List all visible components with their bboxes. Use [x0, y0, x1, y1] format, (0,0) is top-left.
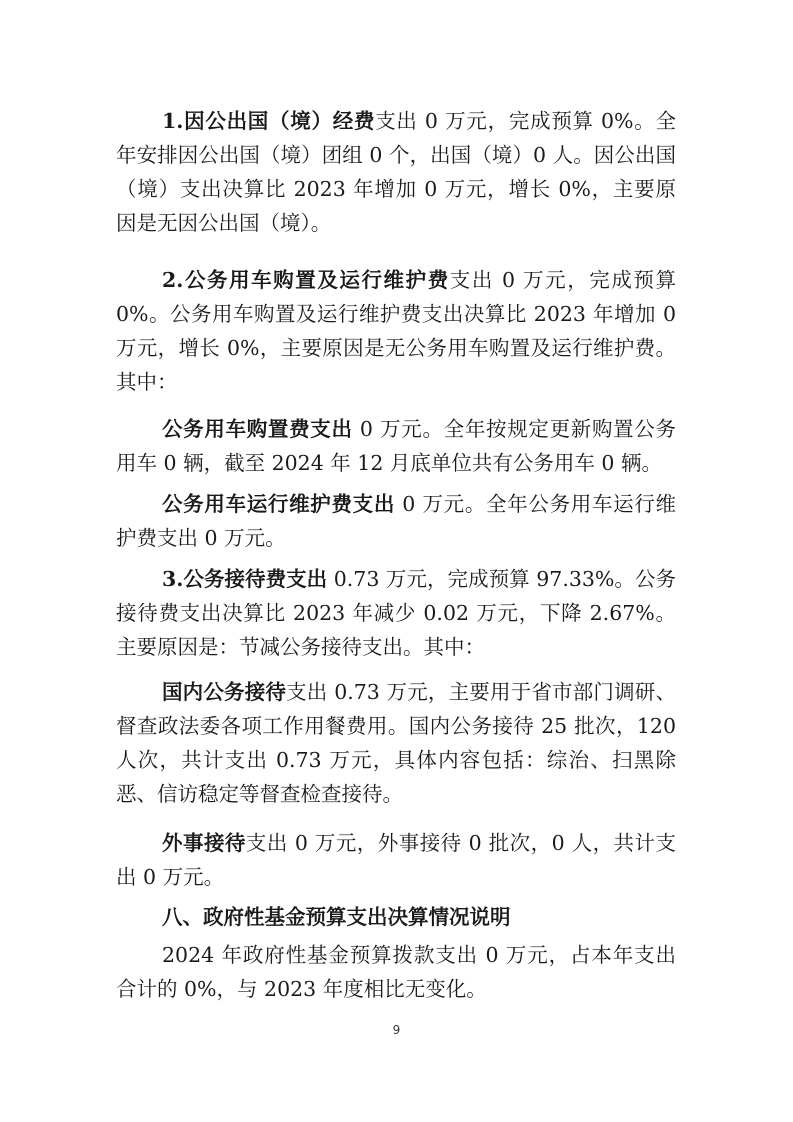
heading-vehicle-maintenance: 公务用车运行维护费支出 [162, 492, 396, 516]
heading-fund-budget: 八、政府性基金预算支出决算情况说明 [162, 905, 511, 929]
paragraph-vehicle-maintenance [116, 487, 676, 555]
body-domestic-reception: 支出 0.73 万元，主要用于省市部门调研、督查政法委各项工作用餐费用。国内公务接待 25 批次，120 人次，共计支出 0.73 万元，具体内容包括：综治、扫黑除恶、信访稳定等督查检查接待。 [116, 680, 676, 806]
body-overseas-expense: 支出 0 万元，完成预算 0%。全年安排因公出国（境）团组 0 个，出国（境）0 人。因公出国（境）支出决算比 2023 年增加 0 万元，增长 0%，主要原因是无因公出国（境）。 [116, 109, 676, 235]
paragraph-foreign-reception [116, 826, 676, 894]
body-vehicle-maintenance: 0 万元。全年公务用车运行维护费支出 0 万元。 [116, 492, 677, 550]
paragraph-vehicle-purchase [116, 412, 676, 480]
section-heading-fund-budget [116, 900, 676, 934]
heading-overseas-expense: 1.因公出国（境）经费 [162, 109, 376, 133]
body-vehicle-expense: 支出 0 万元，完成预算 0%。公务用车购置及运行维护费支出决算比 2023 年增加 0 万元，增长 0%，主要原因是无公务用车购置及运行维护费。其中： [116, 268, 676, 394]
paragraph-vehicle-expense [116, 263, 676, 399]
heading-foreign-reception: 外事接待 [162, 831, 246, 855]
heading-vehicle-expense: 2.公务用车购置及运行维护费 [162, 268, 450, 292]
page-number: 9 [392, 1023, 401, 1037]
body-vehicle-purchase: 0 万元。全年按规定更新购置公务用车 0 辆，截至 2024 年 12 月底单位共有公务用车 0 辆。 [116, 417, 677, 475]
paragraph-reception-expense [116, 562, 676, 664]
paragraph-overseas-expense [116, 104, 676, 240]
body-foreign-reception: 支出 0 万元，外事接待 0 批次，0 人，共计支出 0 万元。 [116, 831, 676, 889]
body-reception-expense: 0.73 万元，完成预算 97.33%。公务接待费支出决算比 2023 年减少 0.02 万元，下降 2.67%。主要原因是：节减公务接待支出。其中： [116, 567, 677, 659]
body-fund-budget: 2024 年政府性基金预算拨款支出 0 万元，占本年支出合计的 0%，与 2023 年度相比无变化。 [116, 943, 676, 1001]
paragraph-domestic-reception [116, 675, 676, 811]
heading-domestic-reception: 国内公务接待 [162, 680, 287, 704]
heading-vehicle-purchase: 公务用车购置费支出 [162, 417, 353, 441]
paragraph-fund-budget [116, 938, 676, 1006]
heading-reception-expense: 3.公务接待费支出 [162, 567, 328, 591]
